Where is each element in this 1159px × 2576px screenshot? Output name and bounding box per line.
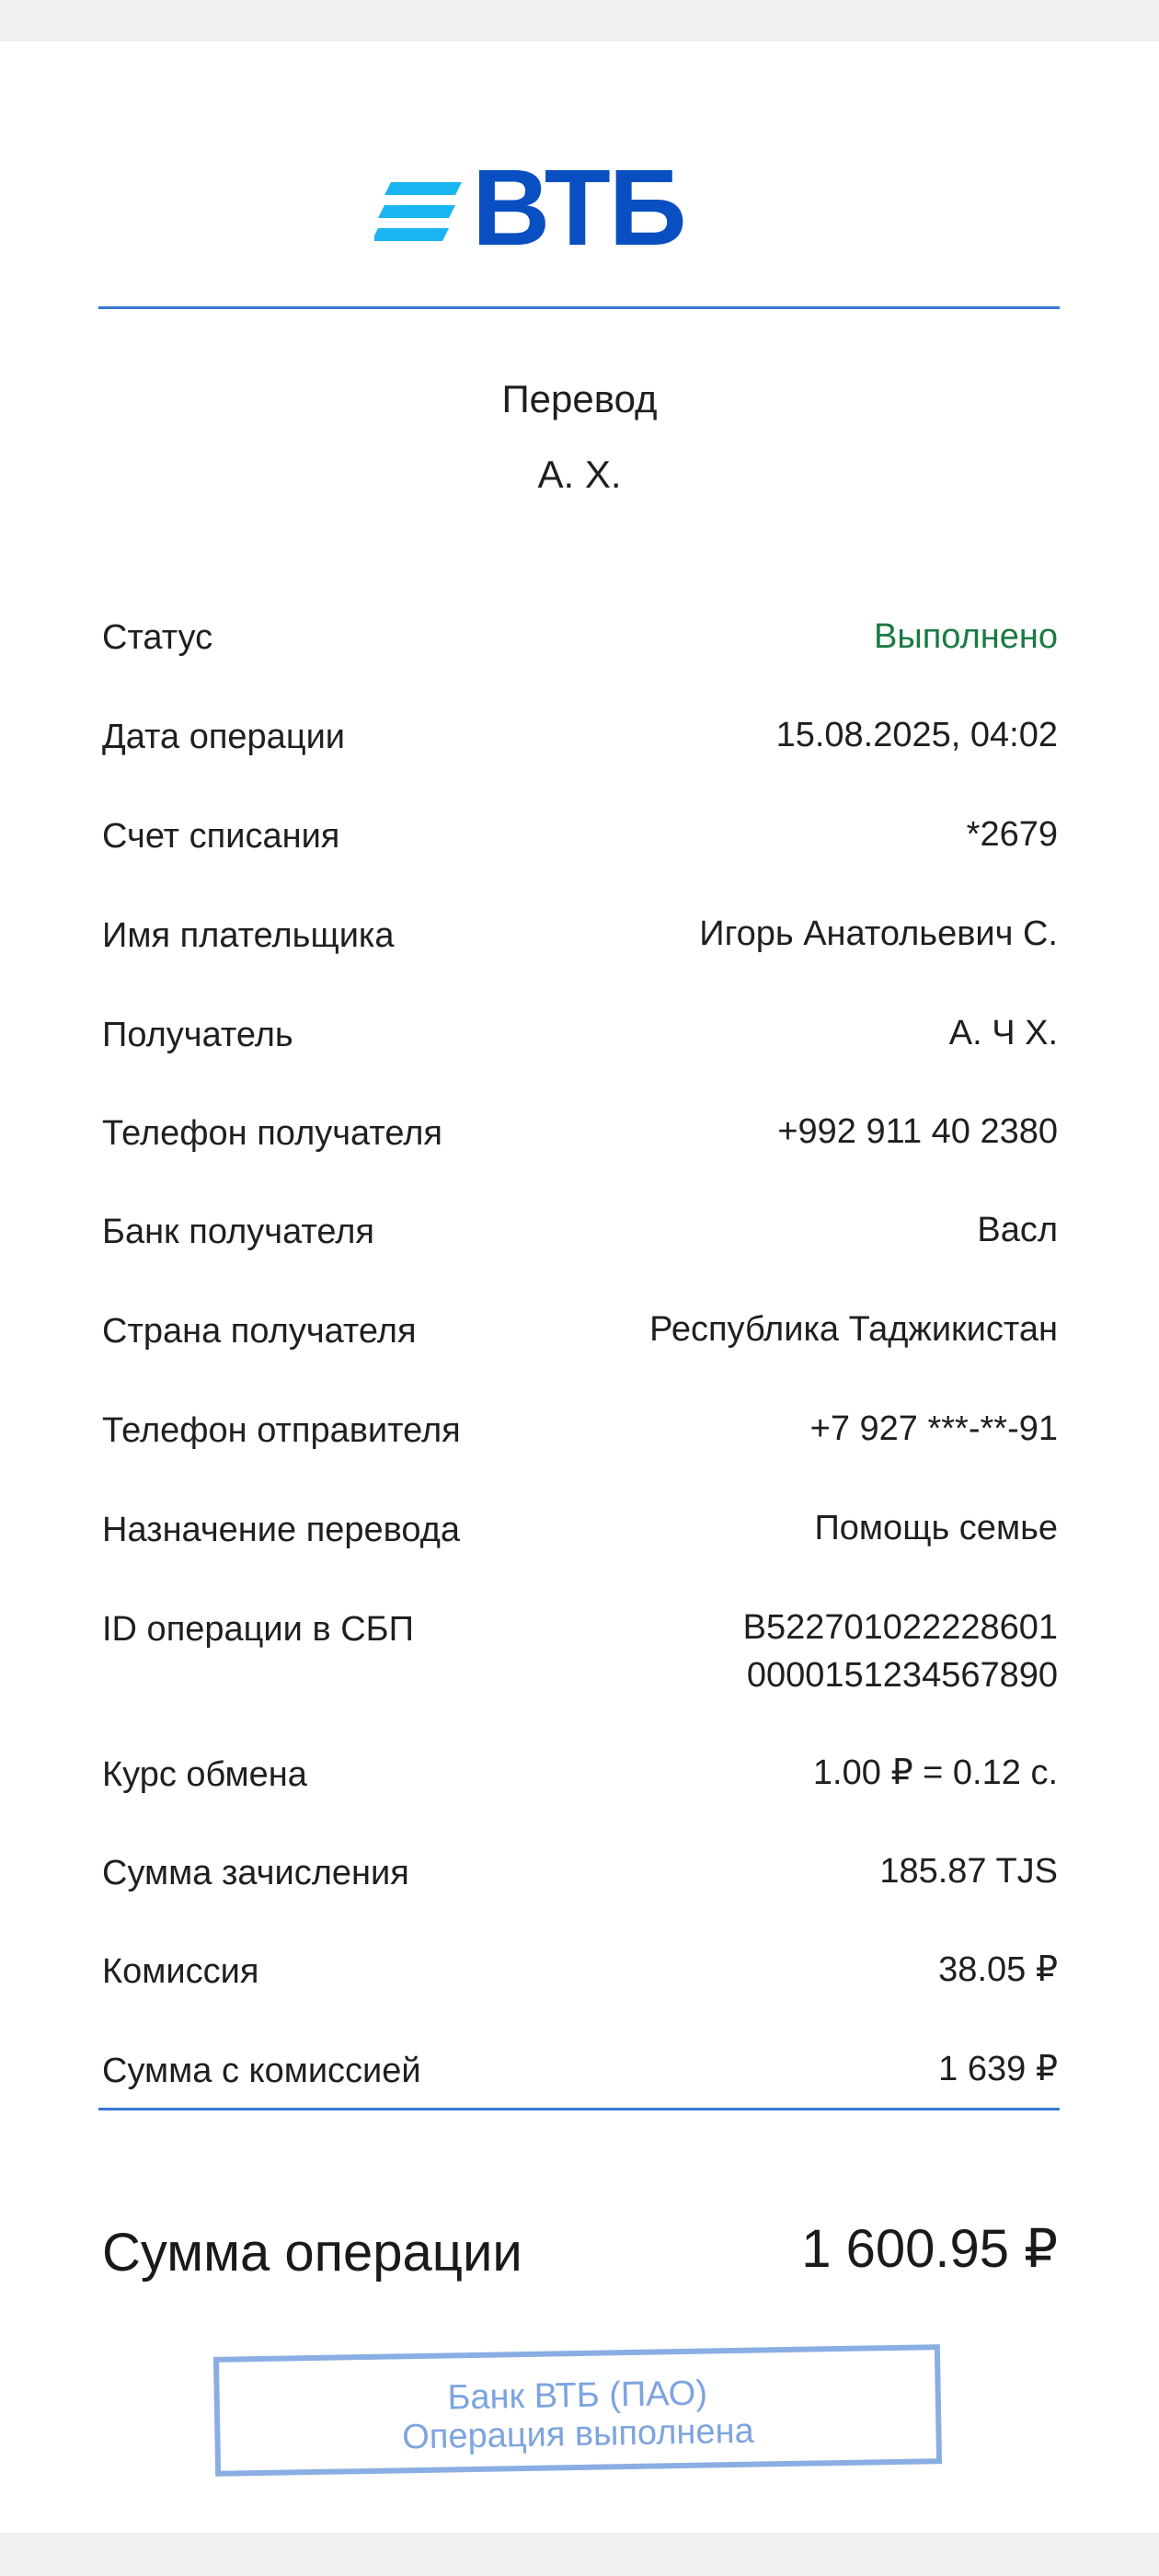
- recipient-bank-value: Васл: [977, 1211, 1058, 1249]
- sbp-operation-id-line2: 0000151234567890: [746, 1656, 1058, 1695]
- operation-date-value: 15.08.2025, 04:02: [775, 716, 1058, 754]
- bank-stamp: [213, 2344, 942, 2477]
- status-value: Выполнено: [874, 617, 1058, 656]
- logo-text: ВТБ: [472, 147, 685, 269]
- recipient-phone-value: +992 911 40 2380: [777, 1112, 1058, 1151]
- stamp-operation-status: Операция выполнена: [401, 2411, 755, 2457]
- recipient-label: Получатель: [102, 1016, 293, 1054]
- top-divider: [98, 306, 1060, 309]
- commission-label: Комиссия: [102, 1952, 259, 1991]
- operation-date-label: Дата операции: [102, 718, 346, 756]
- sbp-operation-id-label: ID операции в СБП: [102, 1610, 414, 1649]
- status-label: Статус: [102, 618, 213, 657]
- sbp-operation-id-line1: B522701022228601: [742, 1608, 1058, 1647]
- vtb-logo: [374, 138, 685, 285]
- recipient-short-name: А. Х.: [537, 453, 622, 496]
- credited-amount-label: Сумма зачисления: [102, 1854, 409, 1892]
- exchange-rate-value: 1.00 ₽ = 0.12 с.: [812, 1754, 1058, 1792]
- receipt-card: [0, 41, 1159, 2533]
- transfer-purpose-value: Помощь семье: [814, 1509, 1058, 1547]
- operation-total-label: Сумма операции: [102, 2223, 522, 2283]
- sender-phone-value: +7 927 ***-**-91: [809, 1409, 1058, 1448]
- operation-total-value: 1 600.95 ₽: [801, 2219, 1058, 2279]
- logo-bars-icon: [374, 182, 466, 247]
- stamp-bank-name: Банк ВТБ (ПАО): [447, 2374, 708, 2418]
- transfer-purpose-label: Назначение перевода: [102, 1511, 461, 1549]
- amount-with-commission-value: 1 639 ₽: [938, 2050, 1058, 2088]
- debit-account-value: *2679: [966, 815, 1058, 854]
- bottom-divider: [98, 2108, 1060, 2110]
- exchange-rate-label: Курс обмена: [102, 1755, 307, 1794]
- amount-with-commission-label: Сумма с комиссией: [102, 2052, 421, 2090]
- recipient-bank-label: Банк получателя: [102, 1213, 374, 1251]
- sbp-operation-id-value: [743, 1604, 1058, 1699]
- debit-account-label: Счет списания: [102, 817, 340, 856]
- payer-name-label: Имя плательщика: [102, 916, 395, 955]
- recipient-country-label: Страна получателя: [102, 1312, 417, 1351]
- payer-name-value: Игорь Анатольевич С.: [699, 914, 1058, 953]
- commission-value: 38.05 ₽: [938, 1950, 1058, 1989]
- transfer-title: Перевод: [501, 377, 658, 420]
- recipient-value: А. Ч Х.: [948, 1014, 1058, 1052]
- recipient-phone-label: Телефон получателя: [102, 1114, 442, 1153]
- sender-phone-label: Телефон отправителя: [102, 1411, 461, 1450]
- recipient-country-value: Республика Таджикистан: [649, 1310, 1058, 1349]
- credited-amount-value: 185.87 TJS: [879, 1852, 1058, 1891]
